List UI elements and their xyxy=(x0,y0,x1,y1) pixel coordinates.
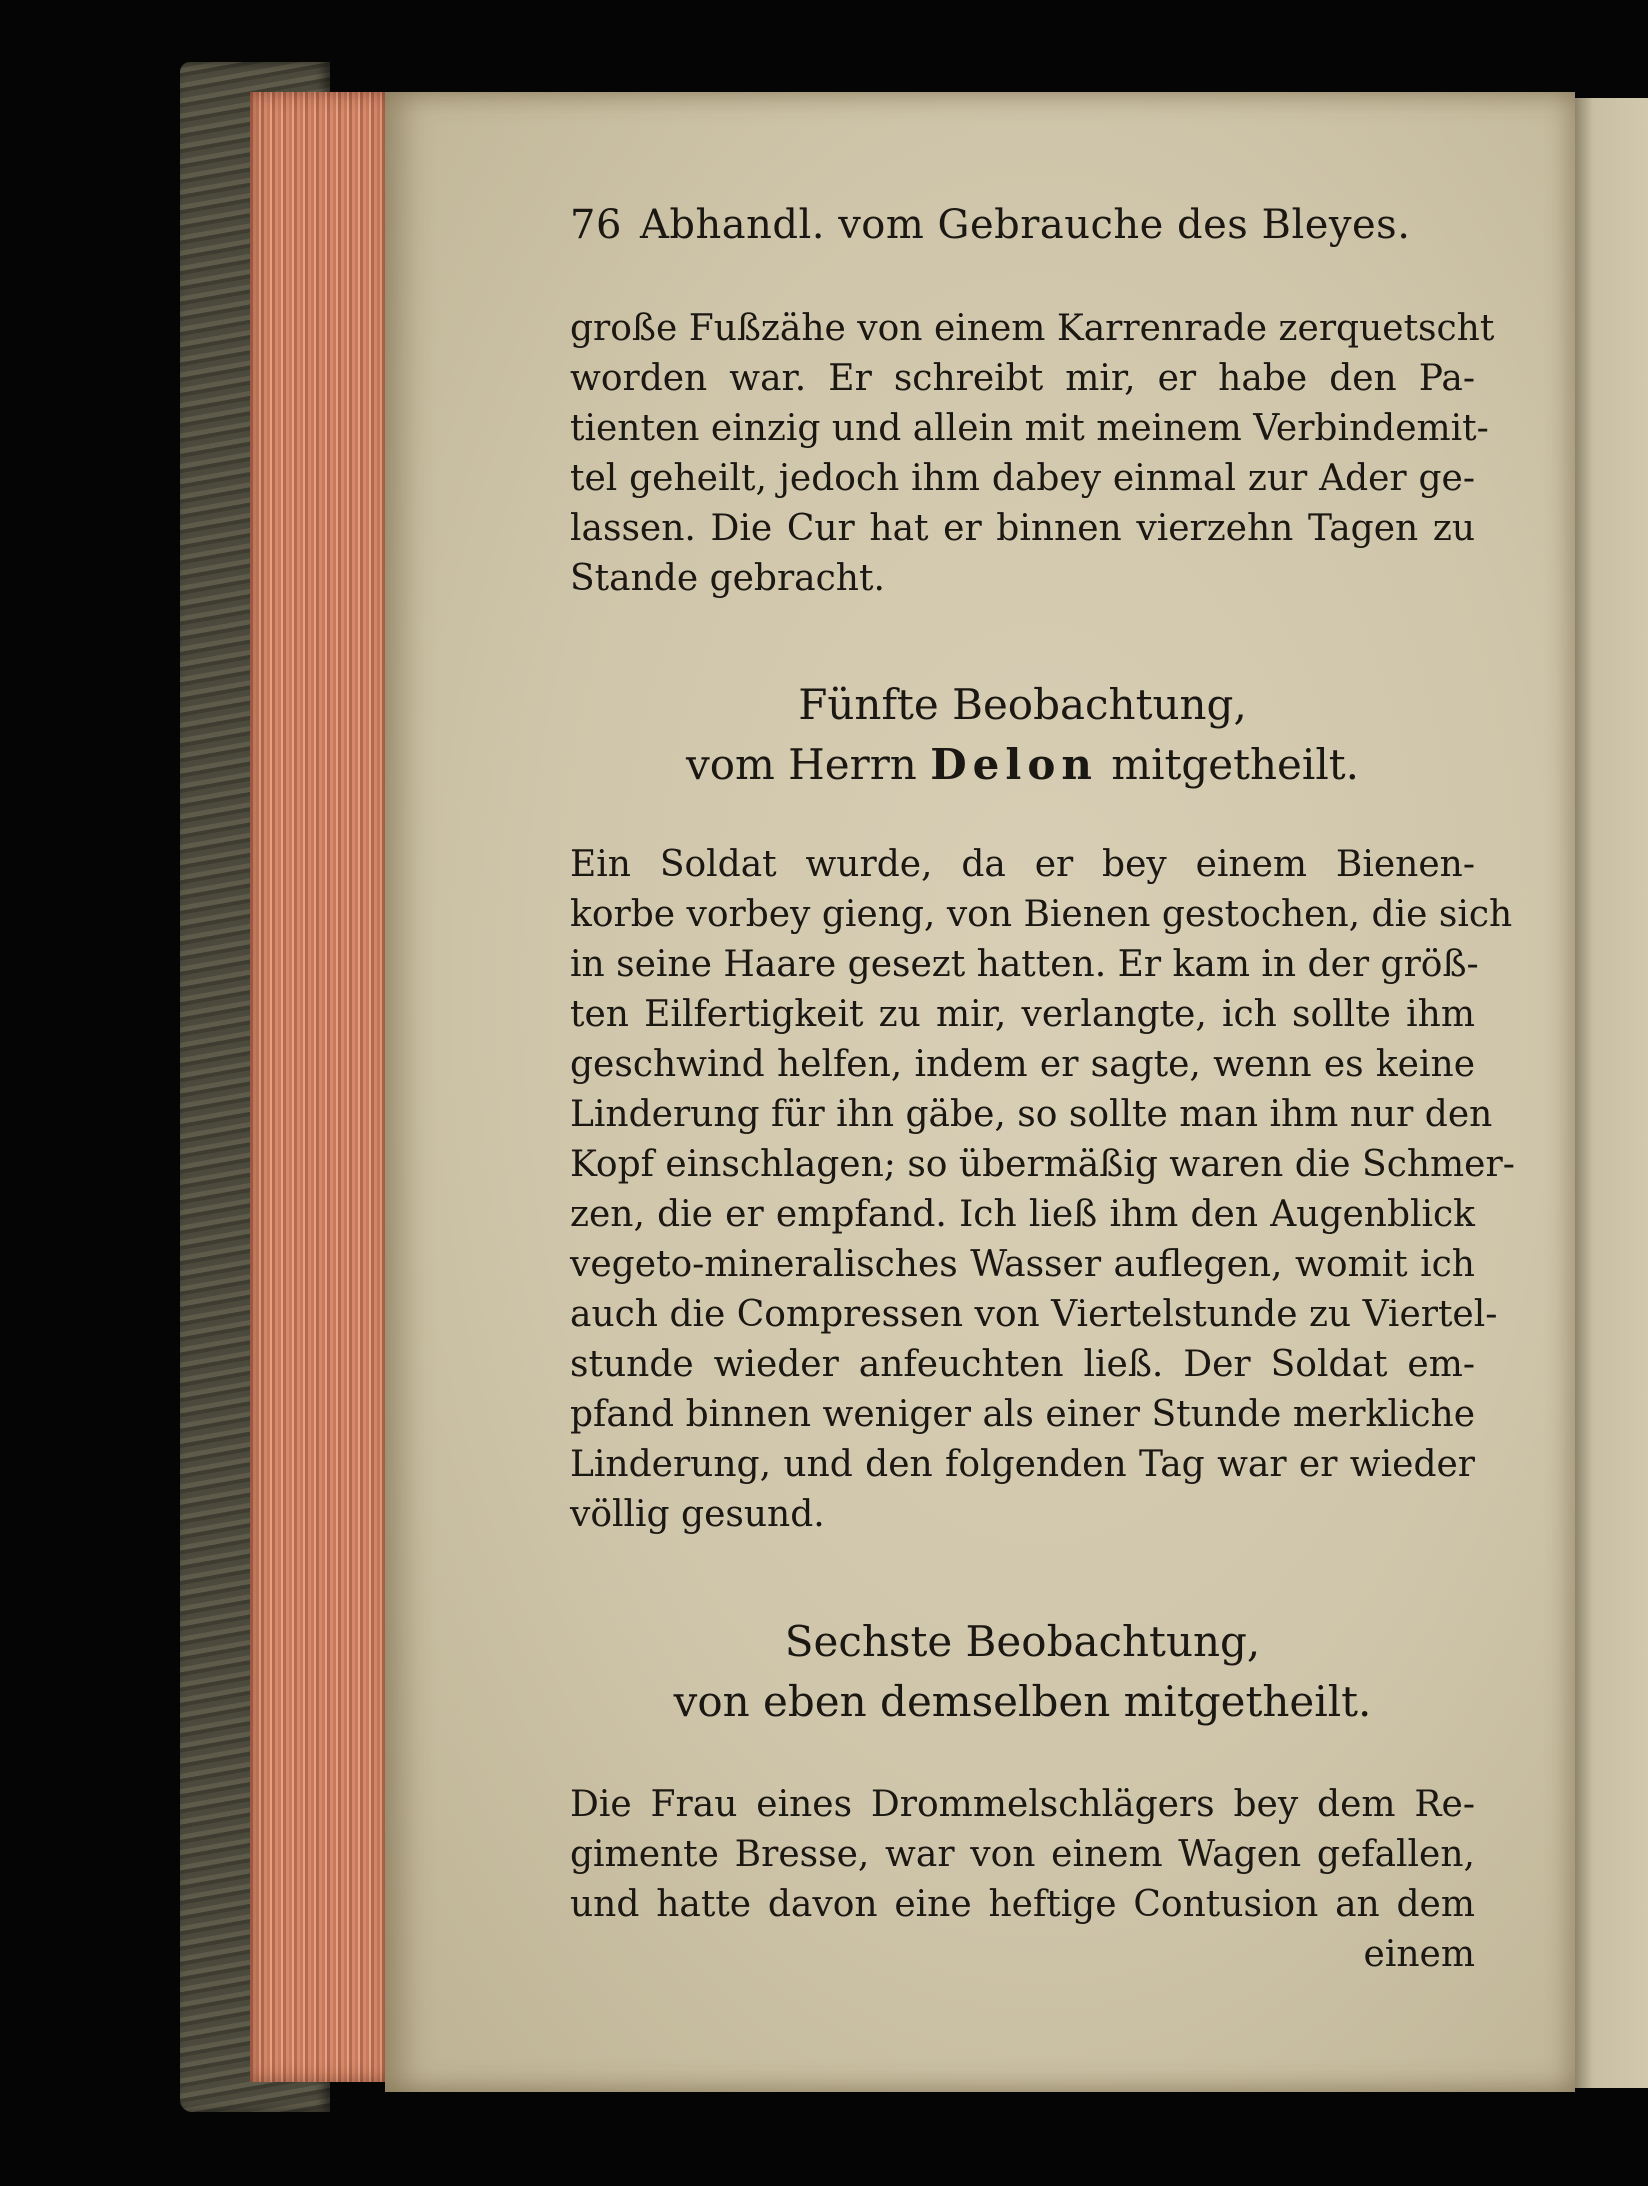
running-head-title: Abhandl. vom Gebrauche des Bleyes. xyxy=(640,202,1411,248)
body-line: auch die Compressen von Viertelstunde zu Viertel- xyxy=(570,1294,1498,1335)
body-line: in seine Haare gesezt hatten. Er kam in der größ- xyxy=(570,944,1479,985)
section-heading: Fünfte Beobachtung, xyxy=(798,680,1247,729)
body-line: und hatte davon eine heftige Contusion an dem xyxy=(570,1884,1475,1925)
body-line: zen, die er empfand. Ich ließ ihm den Augenblick xyxy=(570,1194,1475,1235)
body-line: lassen. Die Cur hat er binnen vierzehn Tagen zu xyxy=(570,508,1475,549)
book-page xyxy=(385,92,1575,2092)
page-text xyxy=(385,92,1575,2092)
body-line: korbe vorbey gieng, von Bienen gestochen, die sich xyxy=(570,894,1513,935)
body-line: pfand binnen weniger als einer Stunde merkliche xyxy=(570,1394,1475,1435)
body-line: große Fußzähe von einem Karrenrade zerquetscht xyxy=(570,308,1495,349)
section-subheading: von eben demselben mitgetheilt. xyxy=(673,1677,1372,1726)
page-number: 76 xyxy=(570,202,622,248)
subheading-prefix: vom Herrn xyxy=(685,740,917,789)
body-line: stunde wieder anfeuchten ließ. Der Soldat em- xyxy=(570,1344,1475,1385)
body-line: ten Eilfertigkeit zu mir, verlangte, ich sollte ihm xyxy=(570,994,1475,1035)
body-line: worden war. Er schreibt mir, er habe den Pa- xyxy=(570,358,1475,399)
body-line: Linderung, und den folgenden Tag war er wieder xyxy=(570,1444,1475,1485)
catchword: einem xyxy=(1363,1934,1475,1975)
section-heading: Sechste Beobachtung, xyxy=(784,1617,1261,1666)
body-line: Die Frau eines Drommelschlägers bey dem Re- xyxy=(570,1784,1475,1825)
body-line: vegeto-mineralisches Wasser auflegen, womit ich xyxy=(570,1244,1475,1285)
running-header xyxy=(570,202,1490,248)
page-block-edges xyxy=(250,92,390,2082)
body-line: Ein Soldat wurde, da er bey einem Bienen- xyxy=(570,844,1475,885)
author-name: Delon xyxy=(930,740,1098,789)
body-line: gimente Bresse, war von einem Wagen gefallen, xyxy=(570,1834,1475,1875)
body-line: Stande gebracht. xyxy=(570,558,885,599)
body-line: Linderung für ihn gäbe, so sollte man ihm nur den xyxy=(570,1094,1493,1135)
facing-page-sliver xyxy=(1575,98,1648,2088)
subheading-suffix: mitgetheilt. xyxy=(1111,740,1360,789)
body-line: geschwind helfen, indem er sagte, wenn es keine xyxy=(570,1044,1475,1085)
body-line: tel geheilt, jedoch ihm dabey einmal zur Ader ge- xyxy=(570,458,1475,499)
body-line: Kopf einschlagen; so übermäßig waren die Schmer- xyxy=(570,1144,1515,1185)
body-line: tienten einzig und allein mit meinem Verbindemit- xyxy=(570,408,1489,449)
section-subheading xyxy=(570,737,1475,793)
body-line: völlig gesund. xyxy=(570,1494,825,1535)
